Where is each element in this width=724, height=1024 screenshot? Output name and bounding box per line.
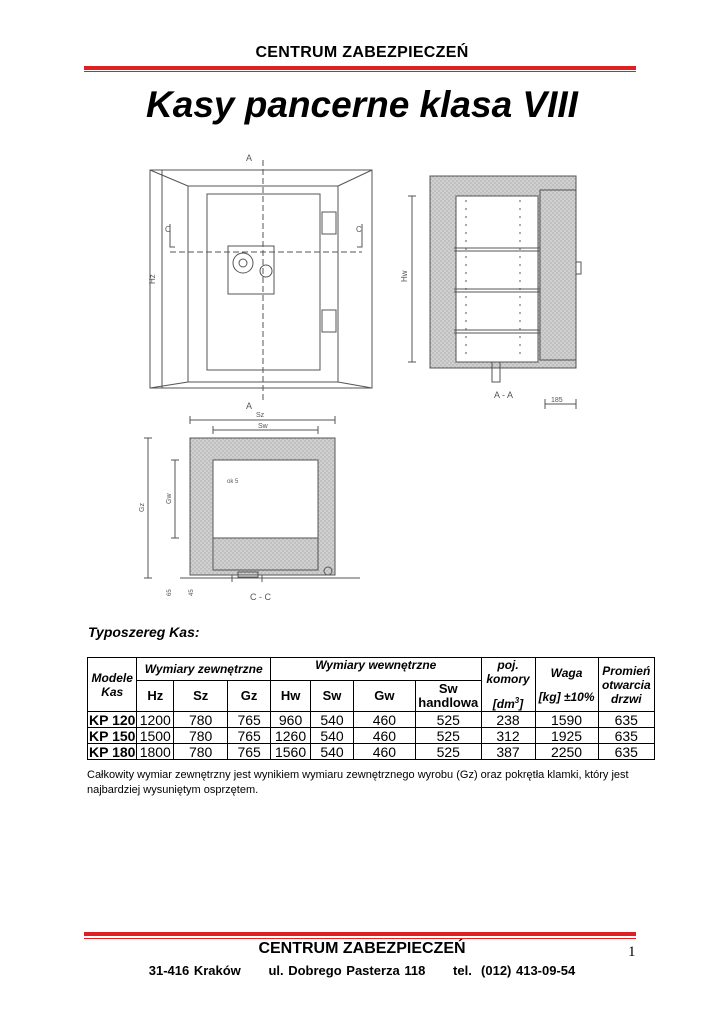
- plan-section-drawing: [144, 416, 360, 582]
- side-section-drawing: [408, 176, 581, 409]
- page-title: Kasy pancerne klasa VIII: [146, 84, 578, 125]
- plan-dim-small-b: 45: [189, 589, 195, 596]
- table-header-row: [88, 658, 655, 681]
- plan-dim-sw: Sw: [258, 423, 268, 430]
- footer-divider-thin: [84, 938, 636, 939]
- plan-dim-gz: Gz: [139, 503, 146, 512]
- side-section-title: A - A: [494, 390, 514, 400]
- cell-sw: 540: [311, 744, 354, 760]
- footer-brand: CENTRUM ZABEZPIECZEŃ: [258, 940, 466, 957]
- front-section-c-right: C: [356, 225, 362, 234]
- cell-sz: 780: [174, 712, 228, 728]
- cell-hz: 1200: [137, 712, 174, 728]
- cell-volume: 238: [481, 712, 535, 728]
- cell-volume: 387: [481, 744, 535, 760]
- plan-section-title: C - C: [250, 592, 271, 602]
- cell-sw: 540: [311, 728, 354, 744]
- cell-model: KP 120: [89, 711, 136, 728]
- section-label: Typoszereg Kas:: [88, 624, 200, 640]
- header-divider-thin: [84, 71, 636, 72]
- col-volume: [481, 658, 535, 712]
- col-gw: Gw: [353, 681, 415, 712]
- front-view-drawing: [150, 160, 372, 400]
- col-hw: Hw: [270, 681, 310, 712]
- cell-hw: 960: [270, 712, 310, 728]
- cell-hz: 1500: [137, 728, 174, 744]
- cell-sz: 780: [174, 728, 228, 744]
- col-gz: Gz: [228, 681, 271, 712]
- table-row: [88, 712, 655, 728]
- footer-address: 31-416 Kraków ul. Dobrego Pasterza 118 tel. (012) 413-09-54: [148, 963, 576, 978]
- cell-radius: 635: [598, 728, 654, 744]
- col-hz: Hz: [137, 681, 174, 712]
- col-group-outer: Wymiary zewnętrzne: [137, 658, 271, 681]
- cell-sz: 780: [174, 744, 228, 760]
- cell-hw: 1560: [270, 744, 310, 760]
- col-radius: Promień otwarcia drzwi: [598, 658, 654, 712]
- cell-gw: 460: [353, 712, 415, 728]
- header-divider: [84, 66, 636, 70]
- side-dim-offset: 185: [551, 397, 563, 404]
- cell-weight: 1925: [535, 728, 598, 744]
- front-section-a-top: A: [246, 153, 253, 163]
- side-dim-hw: Hw: [400, 270, 409, 282]
- col-volume-unit: $[dm^3]$: [492, 696, 524, 711]
- header-brand: CENTRUM ZABEZPIECZEŃ: [255, 44, 469, 61]
- cell-sw-handlowa: 525: [415, 728, 481, 744]
- cell-gw: 460: [353, 728, 415, 744]
- col-sw: Sw: [311, 681, 354, 712]
- col-weight-label: Waga: [550, 665, 583, 680]
- col-models: Modele Kas: [88, 658, 137, 712]
- col-sz: Sz: [174, 681, 228, 712]
- front-dim-hz: Hz: [148, 274, 157, 284]
- plan-dim-sz: Sz: [256, 412, 265, 419]
- cell-sw-handlowa: 525: [415, 712, 481, 728]
- front-section-a-bottom: A: [246, 401, 253, 411]
- col-volume-label: poj. komory: [486, 658, 530, 686]
- technical-drawings: [0, 140, 724, 615]
- cell-weight: 1590: [535, 712, 598, 728]
- cell-radius: 635: [598, 744, 654, 760]
- table-note: Całkowity wymiar zewnętrzny jest wynikiem wymiaru zewnętrznego wyrobu (Gz) oraz pokrętła klamki, który jest najbardziej wysuniętym osprzętem.: [87, 769, 629, 796]
- plan-dim-small-a: 65: [167, 589, 173, 596]
- cell-gz: 765: [228, 744, 271, 760]
- col-group-inner: Wymiary wewnętrzne: [270, 658, 481, 681]
- models-table: [87, 657, 655, 760]
- col-weight-unit: [kg] ±10%: [538, 689, 595, 704]
- plan-dim-gw: Gw: [166, 493, 173, 504]
- front-section-c-left: C: [165, 225, 171, 234]
- cell-weight: 2250: [535, 744, 598, 760]
- table-row: [88, 728, 655, 744]
- cell-model: KP 180: [89, 743, 136, 760]
- cell-gw: 460: [353, 744, 415, 760]
- footer-divider: [84, 932, 636, 936]
- plan-dim-wall: ok 5: [227, 479, 239, 485]
- cell-volume: 312: [481, 728, 535, 744]
- page-number: 1: [628, 944, 636, 960]
- cell-hz: 1800: [137, 744, 174, 760]
- cell-hw: 1260: [270, 728, 310, 744]
- cell-gz: 765: [228, 712, 271, 728]
- col-sw-handlowa: Sw handlowa: [415, 681, 481, 712]
- cell-sw-handlowa: 525: [415, 744, 481, 760]
- cell-model: KP 150: [89, 727, 136, 744]
- cell-radius: 635: [598, 712, 654, 728]
- table-row: [88, 744, 655, 760]
- cell-sw: 540: [311, 712, 354, 728]
- col-weight: [535, 658, 598, 712]
- cell-gz: 765: [228, 728, 271, 744]
